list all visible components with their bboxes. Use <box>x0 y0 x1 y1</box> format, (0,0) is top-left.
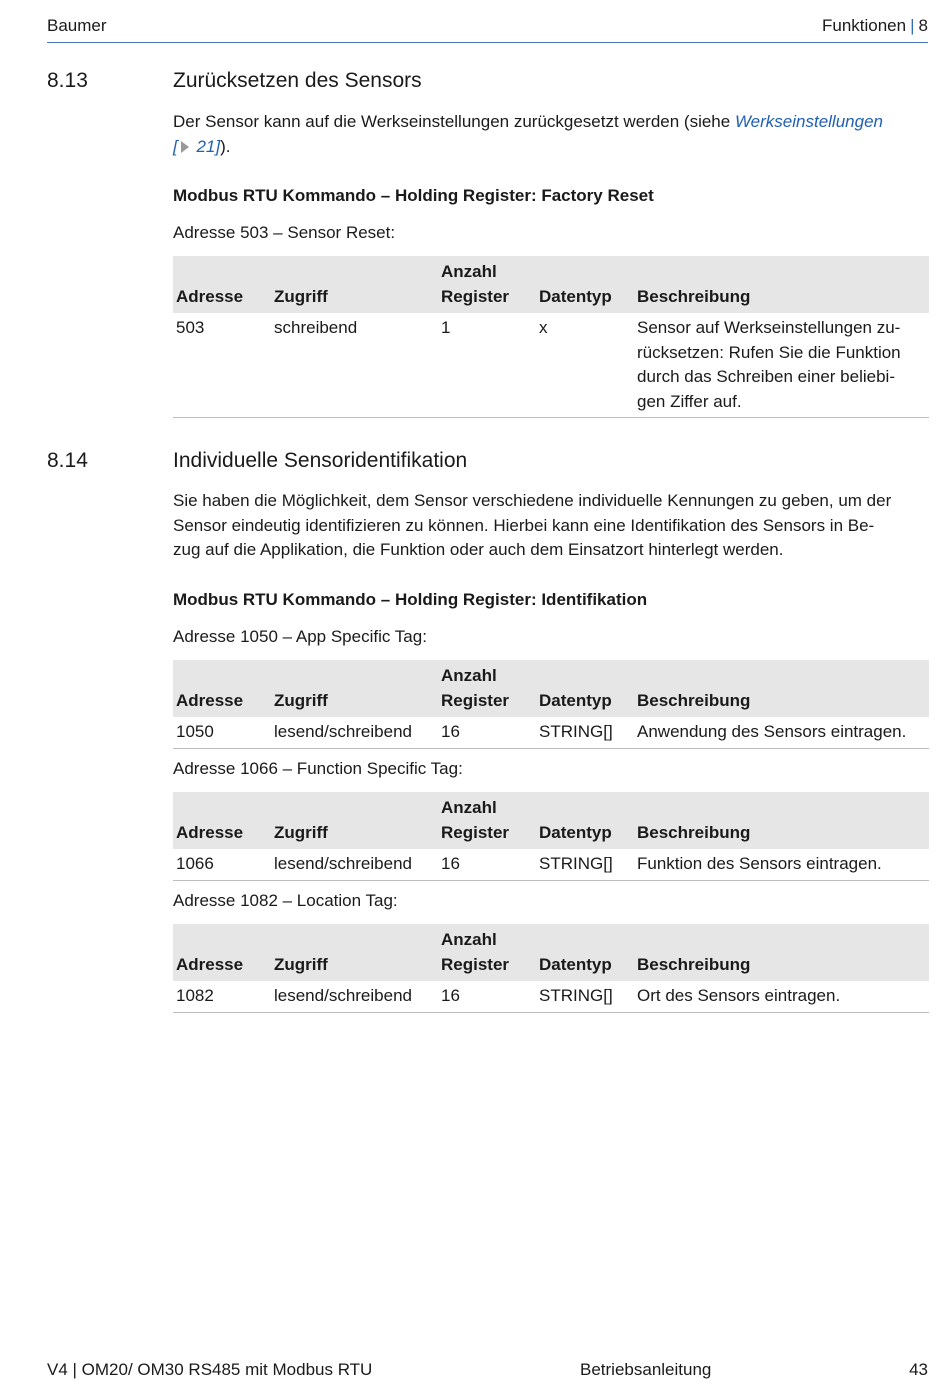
col-datentyp: Datentyp <box>536 660 634 717</box>
command-heading: Modbus RTU Kommando – Holding Register: Identifikation <box>173 590 648 609</box>
table-row <box>173 849 929 880</box>
register-table-1082 <box>173 924 929 1013</box>
page-reference-link[interactable]: [ 21] <box>173 136 221 156</box>
col-zugriff: Zugriff <box>271 660 438 717</box>
page-number: 43 <box>909 1360 928 1379</box>
section-intro <box>173 110 929 159</box>
table-row <box>173 717 929 748</box>
col-adresse: Adresse <box>173 792 271 849</box>
address-label: Adresse 1082 – Location Tag: <box>173 891 398 910</box>
table-row <box>173 981 929 1012</box>
cell-beschreibung: Sensor auf Werkseinstellungen zu- rücksetzen: Rufen Sie die Funktion durch das Schreiben einer beliebi- gen Ziffer auf. <box>637 318 901 411</box>
cell-beschreibung: Ort des Sensors eintragen. <box>637 986 841 1005</box>
register-table-503 <box>173 256 929 418</box>
footer-document-type: Betriebsanleitung <box>580 1360 712 1379</box>
header-separator: | <box>910 16 915 35</box>
col-adresse: Adresse <box>173 924 271 981</box>
col-anzahl: Anzahl Register <box>438 256 536 313</box>
col-datentyp: Datentyp <box>536 924 634 981</box>
section-number: 8.13 <box>47 69 88 92</box>
cell-zugriff: lesend/schreibend <box>274 854 412 873</box>
col-beschreibung: Beschreibung <box>634 924 929 981</box>
chapter-number: 8 <box>918 16 928 35</box>
cell-adresse: 503 <box>176 318 205 337</box>
cell-beschreibung: Funktion des Sensors eintragen. <box>637 854 882 873</box>
col-beschreibung: Beschreibung <box>634 792 929 849</box>
command-heading: Modbus RTU Kommando – Holding Register: Factory Reset <box>173 186 654 205</box>
col-beschreibung: Beschreibung <box>634 256 929 313</box>
section-number: 8.14 <box>47 449 88 472</box>
table-row <box>173 313 929 418</box>
cell-adresse: 1050 <box>176 722 214 741</box>
address-label: Adresse 1066 – Function Specific Tag: <box>173 759 463 778</box>
page-header <box>47 14 928 43</box>
section-title: Zurücksetzen des Sensors <box>173 69 422 92</box>
col-datentyp: Datentyp <box>536 256 634 313</box>
cell-anzahl: 16 <box>441 986 460 1005</box>
chapter-title: Funktionen <box>821 16 907 35</box>
cell-adresse: 1082 <box>176 986 214 1005</box>
col-datentyp: Datentyp <box>536 792 634 849</box>
col-beschreibung: Beschreibung <box>634 660 929 717</box>
brand-name: Baumer <box>47 16 107 35</box>
section-title: Individuelle Sensoridentifikation <box>173 449 468 472</box>
cell-anzahl: 16 <box>441 722 460 741</box>
section-intro: Sie haben die Möglichkeit, dem Sensor verschiedene individuelle Kennungen zu geben, um der Sensor eindeutig identifizieren zu können. Hierbei kann eine Identifikation des Sensors in Be- zug auf die Applikation, die Funktion oder auch dem Einsatzort hinterlegt werden. <box>173 491 892 559</box>
cell-anzahl: 16 <box>441 854 460 873</box>
address-label: Adresse 503 – Sensor Reset: <box>173 223 396 242</box>
col-anzahl: Anzahl Register <box>438 924 536 981</box>
cell-datentyp: STRING[] <box>539 986 613 1005</box>
register-table-1050 <box>173 660 929 749</box>
col-zugriff: Zugriff <box>271 924 438 981</box>
col-anzahl: Anzahl Register <box>438 660 536 717</box>
cell-anzahl: 1 <box>441 318 451 337</box>
werkseinstellungen-link[interactable]: Werkseinstellungen <box>734 112 883 131</box>
cell-zugriff: lesend/schreibend <box>274 722 412 741</box>
col-zugriff: Zugriff <box>271 792 438 849</box>
col-adresse: Adresse <box>173 256 271 313</box>
col-anzahl: Anzahl Register <box>438 792 536 849</box>
register-table-1066 <box>173 792 929 881</box>
footer-document-id: V4 | OM20/ OM30 RS485 mit Modbus RTU <box>47 1360 373 1379</box>
col-zugriff: Zugriff <box>271 256 438 313</box>
cell-datentyp: x <box>539 318 548 337</box>
intro-text: Der Sensor kann auf die Werkseinstellungen zurückgesetzt werden (siehe <box>173 112 735 131</box>
address-label: Adresse 1050 – App Specific Tag: <box>173 627 427 646</box>
cell-adresse: 1066 <box>176 854 214 873</box>
arrow-right-icon <box>181 141 189 153</box>
cell-datentyp: STRING[] <box>539 722 613 741</box>
cell-zugriff: lesend/schreibend <box>274 986 412 1005</box>
cell-datentyp: STRING[] <box>539 854 613 873</box>
cell-zugriff: schreibend <box>274 318 358 337</box>
cell-beschreibung: Anwendung des Sensors eintragen. <box>637 722 907 741</box>
intro-end: ). <box>220 136 231 156</box>
chapter-label <box>822 16 928 36</box>
col-adresse: Adresse <box>173 660 271 717</box>
